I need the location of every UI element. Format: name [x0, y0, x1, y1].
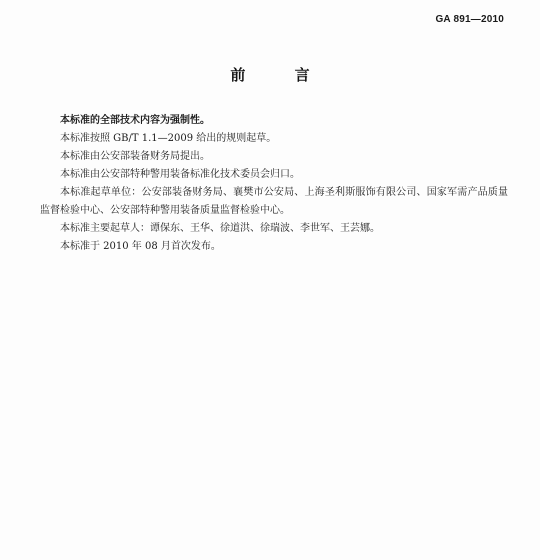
- paragraph-mandatory: 本标准的全部技术内容为强制性。: [60, 115, 210, 126]
- paragraph-proposer: 本标准由公安部装备财务局提出。: [60, 151, 210, 162]
- paragraph-drafting-units: 本标准起草单位：公安部装备财务局、襄樊市公安局、上海圣利斯服饰有限公司、国家军需产品质量监督检验中心、公安部特种警用装备质量监督检验中心。: [40, 187, 508, 216]
- paragraph-release: 本标准于 2010 年 08 月首次发布。: [60, 241, 221, 252]
- paragraph-drafting-rules: 本标准按照 GB/T 1.1—2009 给出的规则起草。: [60, 133, 277, 144]
- paragraph-drafters: 本标准主要起草人：谭保东、王华、徐道洪、徐瑞波、李世军、王芸娜。: [60, 223, 380, 234]
- paragraph-committee: 本标准由公安部特种警用装备标准化技术委员会归口。: [60, 169, 300, 180]
- section-title: 前 言: [230, 66, 332, 84]
- standard-code: GA 891—2010: [435, 14, 504, 25]
- foreword-body: [40, 112, 508, 256]
